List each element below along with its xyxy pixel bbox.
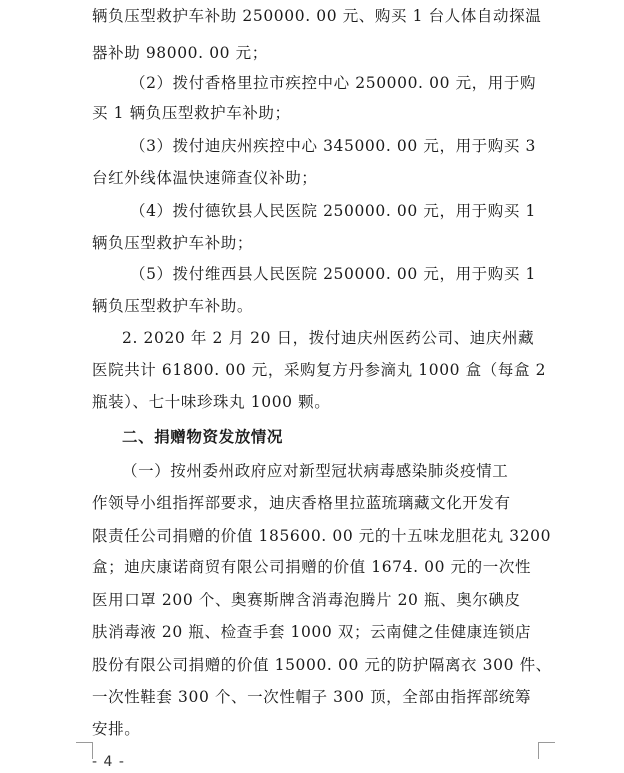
page-corner-mark-right [538, 742, 555, 759]
text-line-4: 买 1 辆负压型救护车补助； [92, 104, 291, 122]
text-line-9: （5）拨付维西县人民医院 250000. 00 元，用于购买 1 [130, 265, 536, 283]
text-line-17: 限责任公司捐赠的价值 185600. 00 元的十五味龙胆花丸 3200 [92, 527, 552, 545]
page-number: - 4 - [92, 754, 125, 770]
text-line-7: （4）拨付德钦县人民医院 250000. 00 元，用于购买 1 [130, 202, 536, 220]
text-line-11: 2. 2020 年 2 月 20 日，拨付迪庆州医药公司、迪庆州藏 [122, 329, 535, 347]
text-line-20: 肤消毒液 20 瓶、检查手套 1000 双；云南健之佳健康连锁店 [92, 623, 532, 641]
text-line-23: 安排。 [92, 720, 141, 738]
text-line-15: （一）按州委州政府应对新型冠状病毒感染肺炎疫情工 [122, 462, 509, 480]
text-line-10: 辆负压型救护车补助。 [92, 297, 254, 315]
text-line-18: 盒；迪庆康诺商贸有限公司捐赠的价值 1674. 00 元的一次性 [92, 558, 532, 576]
text-line-21: 股份有限公司捐赠的价值 15000. 00 元的防护隔离衣 300 件、 [92, 656, 552, 674]
text-line-6: 台红外线体温快速筛查仪补助； [92, 169, 318, 187]
text-line-8: 辆负压型救护车补助； [92, 234, 254, 252]
text-line-19: 医用口罩 200 个、奥赛斯牌含消毒泡腾片 20 瓶、奥尔碘皮 [92, 591, 521, 609]
text-line-16: 作领导小组指挥部要求，迪庆香格里拉蓝琉璃藏文化开发有 [92, 494, 511, 512]
text-line-22: 一次性鞋套 300 个、一次性帽子 300 顶，全部由指挥部统筹 [92, 688, 532, 706]
text-line-5: （3）拨付迪庆州疾控中心 345000. 00 元，用于购买 3 [130, 137, 536, 155]
text-line-1: 辆负压型救护车补助 250000. 00 元、购买 1 台人体自动探温 [92, 7, 542, 25]
text-line-2: 器补助 98000. 00 元； [92, 44, 268, 62]
text-line-13: 瓶装）、七十味珍珠丸 1000 颗。 [92, 393, 331, 411]
section-heading: 二、捐赠物资发放情况 [122, 428, 284, 446]
page-corner-mark-left [76, 742, 93, 759]
text-line-12: 医院共计 61800. 00 元，采购复方丹参滴丸 1000 盒（每盒 2 [92, 361, 547, 379]
text-line-3: （2）拨付香格里拉市疾控中心 250000. 00 元，用于购 [130, 74, 537, 92]
